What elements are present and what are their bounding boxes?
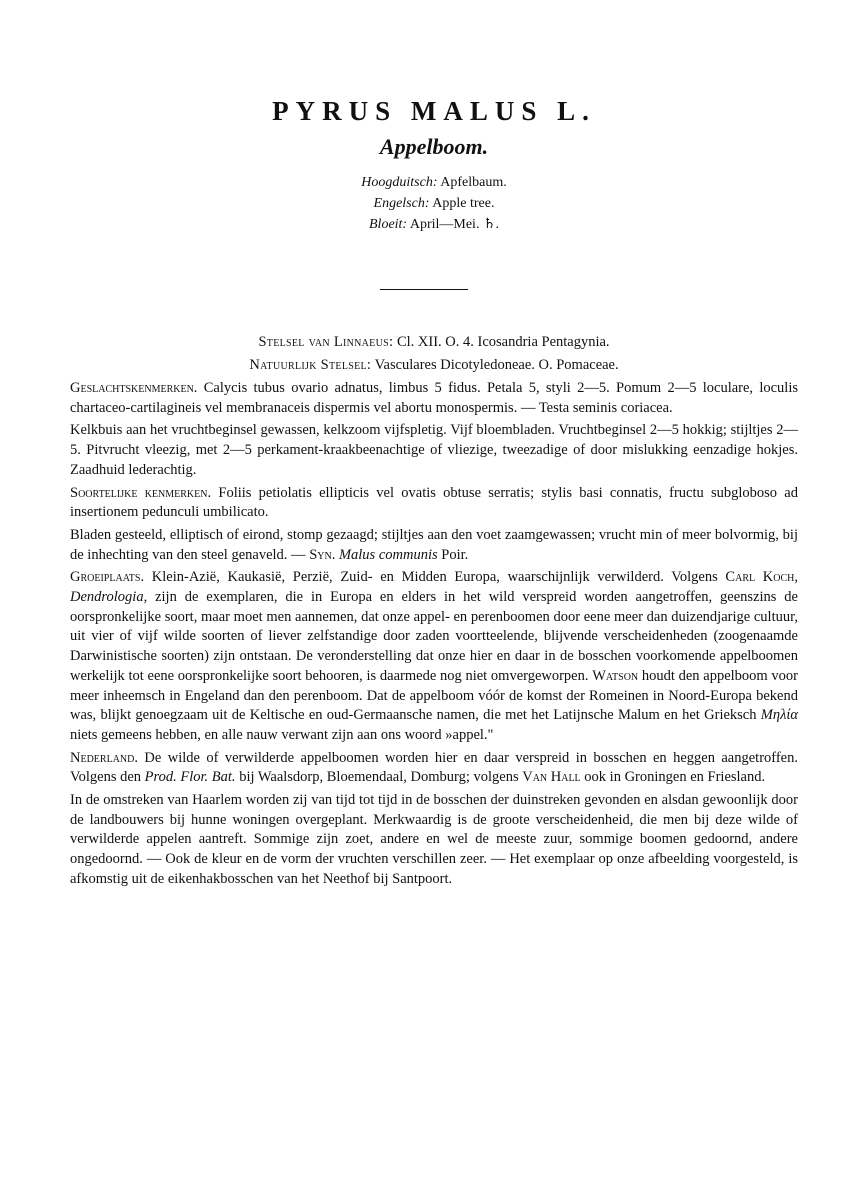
page-title: PYRUS MALUS L. bbox=[272, 96, 596, 126]
habitat-koch: Carl Koch bbox=[725, 569, 795, 586]
name-row-bloom bbox=[0, 214, 868, 235]
nl-vanhall: Van Hall bbox=[522, 769, 581, 786]
habitat-text-3: houdt den appelboom voor meer inheemsch in Engeland dan den perenboom. Dat de appelboom vóór de komst der Romeinen in Noord-Europa bekend was, blijkt genoegzaam uit de Keltische en oud-Germaansche namen, die met het Latijnsche Malum en het Grieksch bbox=[70, 667, 798, 724]
habitat-text-2: , zijn de exemplaren, die in Europa en elders in het wild verspreid worden aangetroffen, geenszins de oorspronkelijke soort, maar moet men aannemen, dat onze appel- en perenboomen door eene meer dan duizendjarige cultuur, uit vier of vijf wilde soorten of liever zelfstandige door zaden voortteelende, blijvende verscheidenheden (zoogenaamde Darwinistische soorten) zijn ontstaan. De veronderstelling dat onze hier en daar in de bosschen voorkomende appelboomen werkelijk tot eene oorspronkelijke soort behooren, is daarmede nog niet omvergeworpen. bbox=[70, 589, 798, 684]
natural-text: Vasculares Dicotyledoneae. O. Pomaceae. bbox=[374, 357, 619, 373]
nl-text-2: bij Waalsdorp, Bloemendaal, Domburg; volgens bbox=[235, 769, 523, 786]
name-label: Engelsch: bbox=[373, 196, 430, 211]
main-text bbox=[70, 379, 798, 893]
genus-label: Geslachtskenmerken. bbox=[70, 380, 198, 396]
habitat-sep: , bbox=[794, 569, 798, 586]
species-label: Soortelijke kenmerken. bbox=[70, 484, 212, 501]
syn-name: Malus communis bbox=[338, 546, 438, 563]
species-latin-paragraph bbox=[70, 484, 798, 523]
common-names bbox=[0, 172, 868, 235]
name-value: Apfelbaum. bbox=[440, 175, 507, 190]
name-row-english bbox=[0, 193, 868, 214]
syn-label: Syn. bbox=[309, 546, 336, 563]
nl-text-3: ook in Groningen en Friesland. bbox=[580, 769, 766, 786]
habitat-label: Groeiplaats. bbox=[70, 569, 145, 586]
name-label: Bloeit: bbox=[369, 217, 408, 232]
linnaeus-text: Cl. XII. O. 4. Icosandria Pentagynia. bbox=[396, 334, 610, 350]
genus-latin-text: Calycis tubus ovario adnatus, limbus 5 fidus. Petala 5, styli 2—5. Pomum 2—5 loculare, loculis chartaceo-cartilagineis vel membranaceis dispermis vel abortu monospermis. — Testa seminis coriacea. bbox=[70, 380, 798, 416]
habitat-dendro: Dendrologia bbox=[70, 589, 144, 606]
genus-latin-paragraph bbox=[70, 379, 798, 418]
name-value: April—Mei. ♄. bbox=[409, 217, 499, 232]
nl-prod: Prod. Flor. Bat. bbox=[144, 769, 236, 786]
page-subtitle: Appelboom. bbox=[379, 134, 489, 159]
genus-dutch-paragraph: Kelkbuis aan het vruchtbeginsel gewassen, kelkzoom vijfspletig. Vijf bloembladen. Vruchtbeginsel 2—5 hokkig; stijltjes 2—5. Pitvrucht vleezig, met 2—5 perkament-kraakbeenachtige of vliezige, tweezadige of door mislukking eenzadige hokjes. Zaadhuid lederachtig. bbox=[70, 422, 798, 478]
nl-text-1: De wilde of verwilderde appelboomen worden hier en daar verspreid in bosschen en heggen aangetroffen. Volgens den bbox=[70, 749, 798, 786]
species-latin-text: Foliis petiolatis ellipticis vel ovatis obtuse serratis; stylis basi connatis, fructu subgloboso ad insertionem pedunculi umbilicato. bbox=[70, 484, 798, 521]
linnaeus-system bbox=[0, 332, 868, 352]
name-label: Hoogduitsch: bbox=[361, 175, 438, 190]
habitat-greek: Μηλία bbox=[760, 707, 798, 724]
species-dutch-paragraph bbox=[70, 526, 798, 565]
habitat-paragraph bbox=[70, 568, 798, 745]
habitat-text-4: niets gemeens hebben, en alle nauw verwant zijn aan ons woord »appel." bbox=[70, 726, 494, 743]
netherlands-paragraph bbox=[70, 749, 798, 788]
syn-author: Poir. bbox=[437, 546, 469, 563]
habitat-text-1: Klein-Azië, Kaukasië, Perzië, Zuid- en Midden Europa, waarschijnlijk verwilderd. Volgens bbox=[151, 569, 726, 586]
name-row-german bbox=[0, 172, 868, 193]
divider-rule bbox=[380, 289, 468, 290]
species-dutch-text: Bladen gesteeld, elliptisch of eirond, stomp gezaagd; stijltjes aan den voet zaamgewassen; vrucht min of meer bolvormig, bij de inhechting van den steel genaveld. — bbox=[70, 526, 798, 563]
nl-label: Nederland. bbox=[70, 749, 138, 766]
name-value: Apple tree. bbox=[432, 196, 495, 211]
habitat-watson: Watson bbox=[592, 667, 639, 684]
linnaeus-label: Stelsel van Linnaeus: bbox=[258, 334, 394, 350]
final-paragraph: In de omstreken van Haarlem worden zij van tijd tot tijd in de bosschen der duinstreken gevonden en alsdan gewoonlijk door de landbouwers bij hunne woningen overgeplant. Merkwaardig is de groote verscheidenheid, die men bij deze wilde of verwilderde appelen aantreft. Sommige zijn zoet, andere en wel de meeste zuur, sommige boomen gedoornd, andere ongedoornd. — Ook de kleur en de vorm der vruchten verschillen zeer. — Het exemplaar op onze afbeelding voorgesteld, is afkomstig uit de eikenhakbosschen van het Neethof bij Santpoort. bbox=[70, 792, 798, 887]
natural-label: Natuurlijk Stelsel: bbox=[249, 357, 372, 373]
natural-system bbox=[0, 355, 868, 375]
